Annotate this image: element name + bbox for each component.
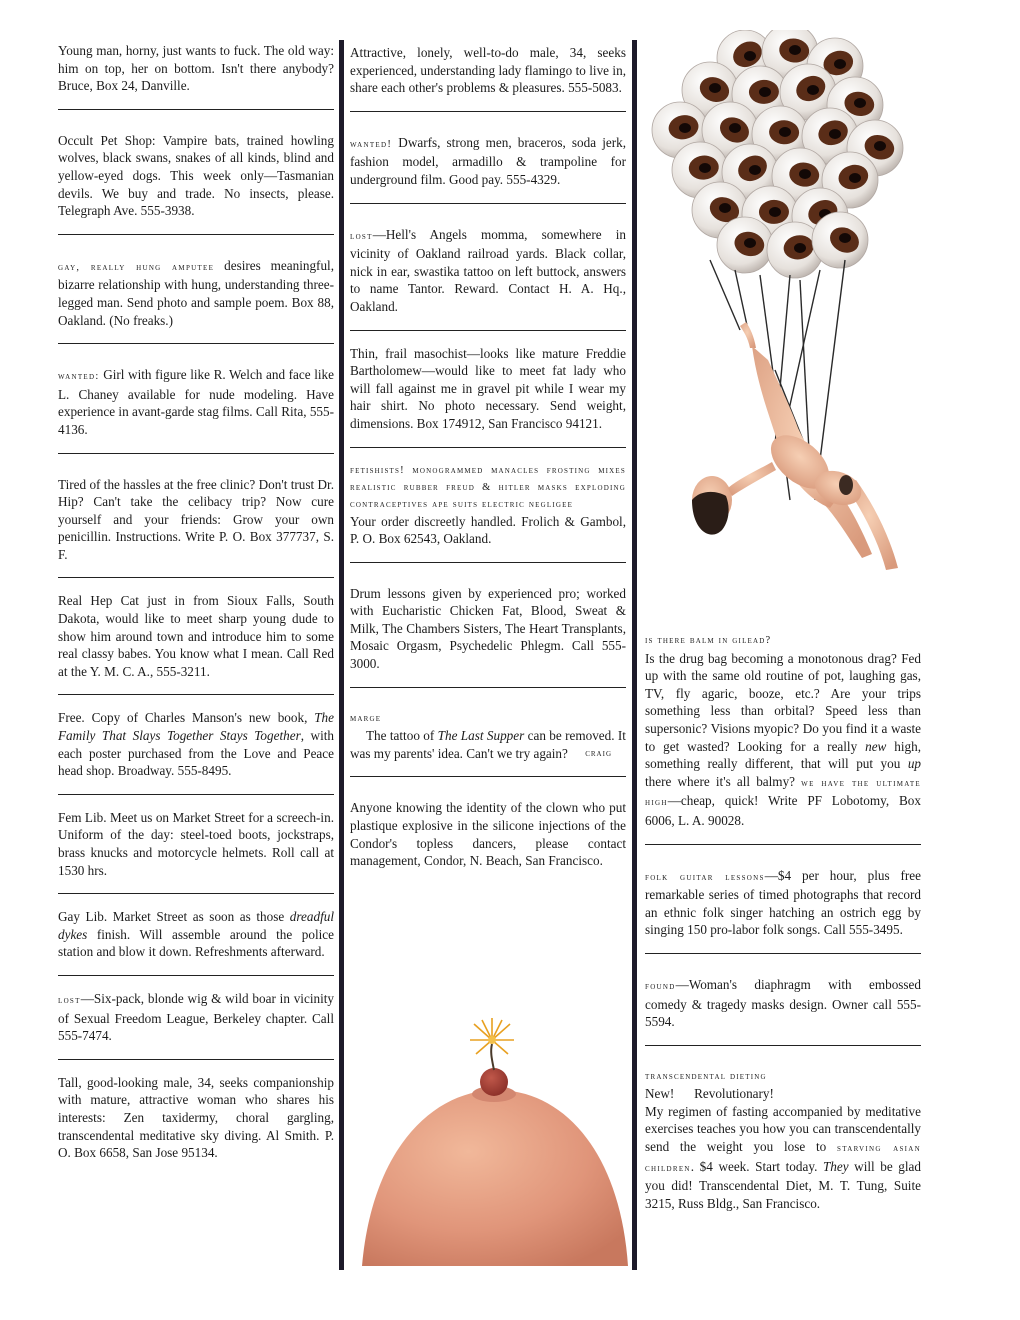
ad-masochist: Thin, frail masochist—looks like mature Freddie Bartholomew—would like to meet fat lady who will fall against me in gravel pit while I wear my hair shirt. No photo necessary. Send weight, dimensions. Box 174912, San Francisco 94121. bbox=[350, 345, 626, 431]
ad-text: Free. Copy of Charles Manson's new book, bbox=[58, 710, 315, 726]
ad-text: The tattoo of bbox=[366, 728, 438, 744]
divider bbox=[58, 1059, 334, 1060]
ad-heading: gay, really hung amputee bbox=[58, 261, 215, 273]
ad-caps: starving asian children bbox=[645, 1143, 921, 1174]
column-divider-2 bbox=[632, 40, 637, 1270]
ad-fetishists bbox=[350, 462, 626, 548]
hanging-figure bbox=[692, 322, 898, 570]
column-middle bbox=[350, 44, 626, 870]
divider bbox=[350, 687, 626, 688]
divider bbox=[58, 975, 334, 976]
ad-text: Gay Lib. Market Street as soon as those bbox=[58, 909, 290, 925]
ad-body: —$4 per hour, plus free remarkable series of timed photographs that record an ethnic folk singer hatching an ostrich egg by singing 150 pro-labor folk songs. Call 555-3495. bbox=[645, 867, 921, 938]
ad-text: finish. Will assemble around the police station and blow it down. Refreshments afterward. bbox=[58, 926, 334, 960]
ad-heading: transcendental dieting bbox=[645, 1070, 767, 1082]
ad-occult-pet-shop: Occult Pet Shop: Vampire bats, trained howling wolves, black swans, snakes of all kinds, blind and yellow-eyed dogs. This week only—Tasmanian devils. We buy and trade. No insects, please. Telegraph Ave. 555-3938. bbox=[58, 132, 334, 219]
ad-emphasis: They bbox=[822, 1158, 849, 1174]
divider bbox=[58, 234, 334, 235]
book-title: The Family That Slays Together Stays Together bbox=[58, 710, 334, 744]
artwork-title: The Last Supper bbox=[437, 728, 525, 744]
ad-flamingo: Attractive, lonely, well-to-do male, 34, seeks experienced, understanding lady flamingo to live in, share each other's problems & pleasures. 555-5083. bbox=[350, 45, 626, 96]
ad-text: —cheap, quick! Write PF Lobotomy, Box 6006, L. A. 90028. bbox=[645, 793, 921, 828]
ad-text: . $4 week. Start today. bbox=[690, 1158, 823, 1174]
ad-lost-momma bbox=[350, 226, 626, 316]
divider bbox=[58, 694, 334, 695]
divider bbox=[58, 893, 334, 894]
ad-condor: Anyone knowing the identity of the clown who put plastique explosive in the silicone injections of the Condor's topless dancers, please contact management, Condor, N. Beach, San Francisco. bbox=[350, 800, 626, 869]
ad-text: can be removed. It was my parents' idea. Can't we try again? bbox=[350, 728, 626, 761]
ad-text: , with each poster purchased from the Love and Peace head shop. Broadway. 555-8495. bbox=[58, 728, 334, 779]
divider bbox=[58, 453, 334, 454]
ad-body: desires meaningful, bizarre relationship with hung, understanding three-legged man. Send photo and sample poem. Box 88, Oakland. (No freaks.) bbox=[58, 257, 334, 328]
ad-text: there where it's all balmy? bbox=[645, 773, 802, 789]
divider bbox=[350, 203, 626, 204]
divider bbox=[350, 111, 626, 112]
ad-heading: wanted: bbox=[58, 371, 100, 383]
ad-fem-lib: Fem Lib. Meet us on Market Street for a screech-in. Uniform of the day: steel-toed boots, jockstraps, brass knucks and motorcycle helmets. Roll call at 1530 hrs. bbox=[58, 809, 334, 878]
divider bbox=[350, 447, 626, 448]
ad-body: Your order discreetly handled. Frolich & Gambol, P. O. Box 62543, Oakland. bbox=[350, 513, 626, 547]
ad-body: Dwarfs, strong men, braceros, soda jerk, fashion model, armadillo & trampoline for underground film. Good pay. 555-4329. bbox=[350, 134, 626, 187]
ad-drum-lessons: Drum lessons given by experienced pro; worked with Eucharistic Chicken Fat, Blood, Sweat & Milk, The Chambers Sisters, The Heart Transplants, Mosaic Orgasm, Psychedelic Phlegm. Call 555-3000. bbox=[350, 585, 626, 672]
ad-signature: craig bbox=[585, 747, 612, 759]
ad-wanted-girl bbox=[58, 366, 334, 438]
ad-text: My regimen of fasting accompanied by meditative exercises teaches you how you can transcendentally send the weight you lose to bbox=[645, 1103, 921, 1155]
divider bbox=[350, 776, 626, 777]
ad-text: will be glad you did! Transcendental Diet, M. T. Tung, Suite 3215, Russ Bldg., San Francisco. bbox=[645, 1158, 922, 1211]
divider bbox=[350, 562, 626, 563]
ad-heading: marge bbox=[350, 712, 382, 724]
divider bbox=[58, 577, 334, 578]
column-left bbox=[58, 42, 334, 1162]
divider bbox=[58, 343, 334, 344]
ad-heading: lost bbox=[350, 230, 373, 242]
ad-heading: wanted! bbox=[350, 138, 393, 150]
ad-lost-six-pack bbox=[58, 990, 334, 1045]
ad-wanted-dwarfs bbox=[350, 134, 626, 189]
ad-free-clinic: Tired of the hassles at the free clinic? Don't trust Dr. Hip? Can't take the celibacy trip? Now cure yourself and your friends: Grow your own penicillin. Instructions. Write P. O. Box 377737, S. F. bbox=[58, 476, 334, 562]
breast-bomb-illustration bbox=[362, 1010, 628, 1266]
ad-body: —Six-pack, blonde wig & wild boar in vicinity of Sexual Freedom League, Berkeley chapter. Call 555-7474. bbox=[58, 990, 334, 1044]
ad-found-diaphragm bbox=[645, 976, 921, 1031]
ad-tall-male: Tall, good-looking male, 34, seeks companionship with mature, attractive woman who shares his interests: Zen taxidermy, choral gargling, transcendental meditative sky diving. Al Smith. P. O. Box 6658, San Jose 95134. bbox=[58, 1074, 334, 1161]
divider bbox=[58, 109, 334, 110]
eyeball bbox=[812, 212, 868, 268]
ad-body: —Hell's Angels momma, somewhere in vicinity of Oakland railroad yards. Black collar, nick in ear, swastika tattoo on left buttock, answers to name Tantor. Reward. Contact H. A. Hq., Oakland. bbox=[350, 226, 626, 314]
ad-young-man: Young man, horny, just wants to fuck. The old way: him on top, her on bottom. Isn't there anybody? Bruce, Box 24, Danville. bbox=[58, 43, 334, 94]
ad-heading: found bbox=[645, 980, 676, 992]
eyeball bbox=[717, 217, 773, 273]
ad-text: Is the drug bag becoming a monotonous drag? Fed up with the same old routine of pot, laughing gas, TV, fly agaric, booze, etc.? Are your trips something less than orbital? Speed less than supersonic? Visions myopic? Do you find it a waste to get wasted? Looking for a really bbox=[645, 650, 921, 754]
eyeball-cluster bbox=[652, 30, 903, 278]
ad-caps: we have the ultimate high bbox=[645, 777, 921, 809]
ad-balm-in-gilead bbox=[645, 632, 921, 830]
ad-heading: lost bbox=[58, 994, 81, 1006]
ad-transcendental-dieting bbox=[645, 1068, 921, 1213]
ad-heading: fetishists! monogrammed manacles frosting mixes realistic rubber freud & hitler masks exploding contraceptives ape suits electric negligee bbox=[350, 464, 626, 510]
divider bbox=[58, 794, 334, 795]
ad-hep-cat: Real Hep Cat just in from Sioux Falls, South Dakota, would like to meet sharp young dude to show him around town and introduce him to some real classy babes. You know what I mean. Call Red at the Y. M. C. A., 555-3211. bbox=[58, 593, 334, 679]
column-right bbox=[645, 632, 921, 1212]
ad-gay-lib bbox=[58, 908, 334, 961]
ad-manson-book bbox=[58, 709, 334, 779]
column-divider-1 bbox=[339, 40, 344, 1270]
divider bbox=[645, 844, 921, 845]
ad-folk-guitar bbox=[645, 867, 921, 939]
ad-text: high, something really different, that will put you bbox=[645, 738, 922, 772]
ad-subheading: New! Revolutionary! bbox=[645, 1086, 774, 1102]
ad-emphasis: new bbox=[865, 738, 887, 754]
ad-heading: is there balm in gilead? bbox=[645, 635, 772, 646]
ad-body: Girl with figure like R. Welch and face like L. Chaney available for nude modeling. Have experience in avant-garde stag films. Call Rita, 555-4136. bbox=[58, 367, 334, 437]
eyeball-balloon-figure-illustration bbox=[640, 30, 930, 600]
ad-marge bbox=[350, 710, 626, 763]
divider bbox=[645, 953, 921, 954]
ad-amputee bbox=[58, 257, 334, 329]
divider bbox=[350, 330, 626, 331]
divider bbox=[645, 1045, 921, 1046]
ad-emphasis: dreadful dykes bbox=[58, 909, 334, 942]
ad-body: —Woman's diaphragm with embossed comedy & tragedy masks design. Owner call 555-5594. bbox=[645, 976, 921, 1030]
ad-heading: folk guitar lessons bbox=[645, 871, 765, 883]
ad-emphasis: up bbox=[907, 756, 921, 772]
